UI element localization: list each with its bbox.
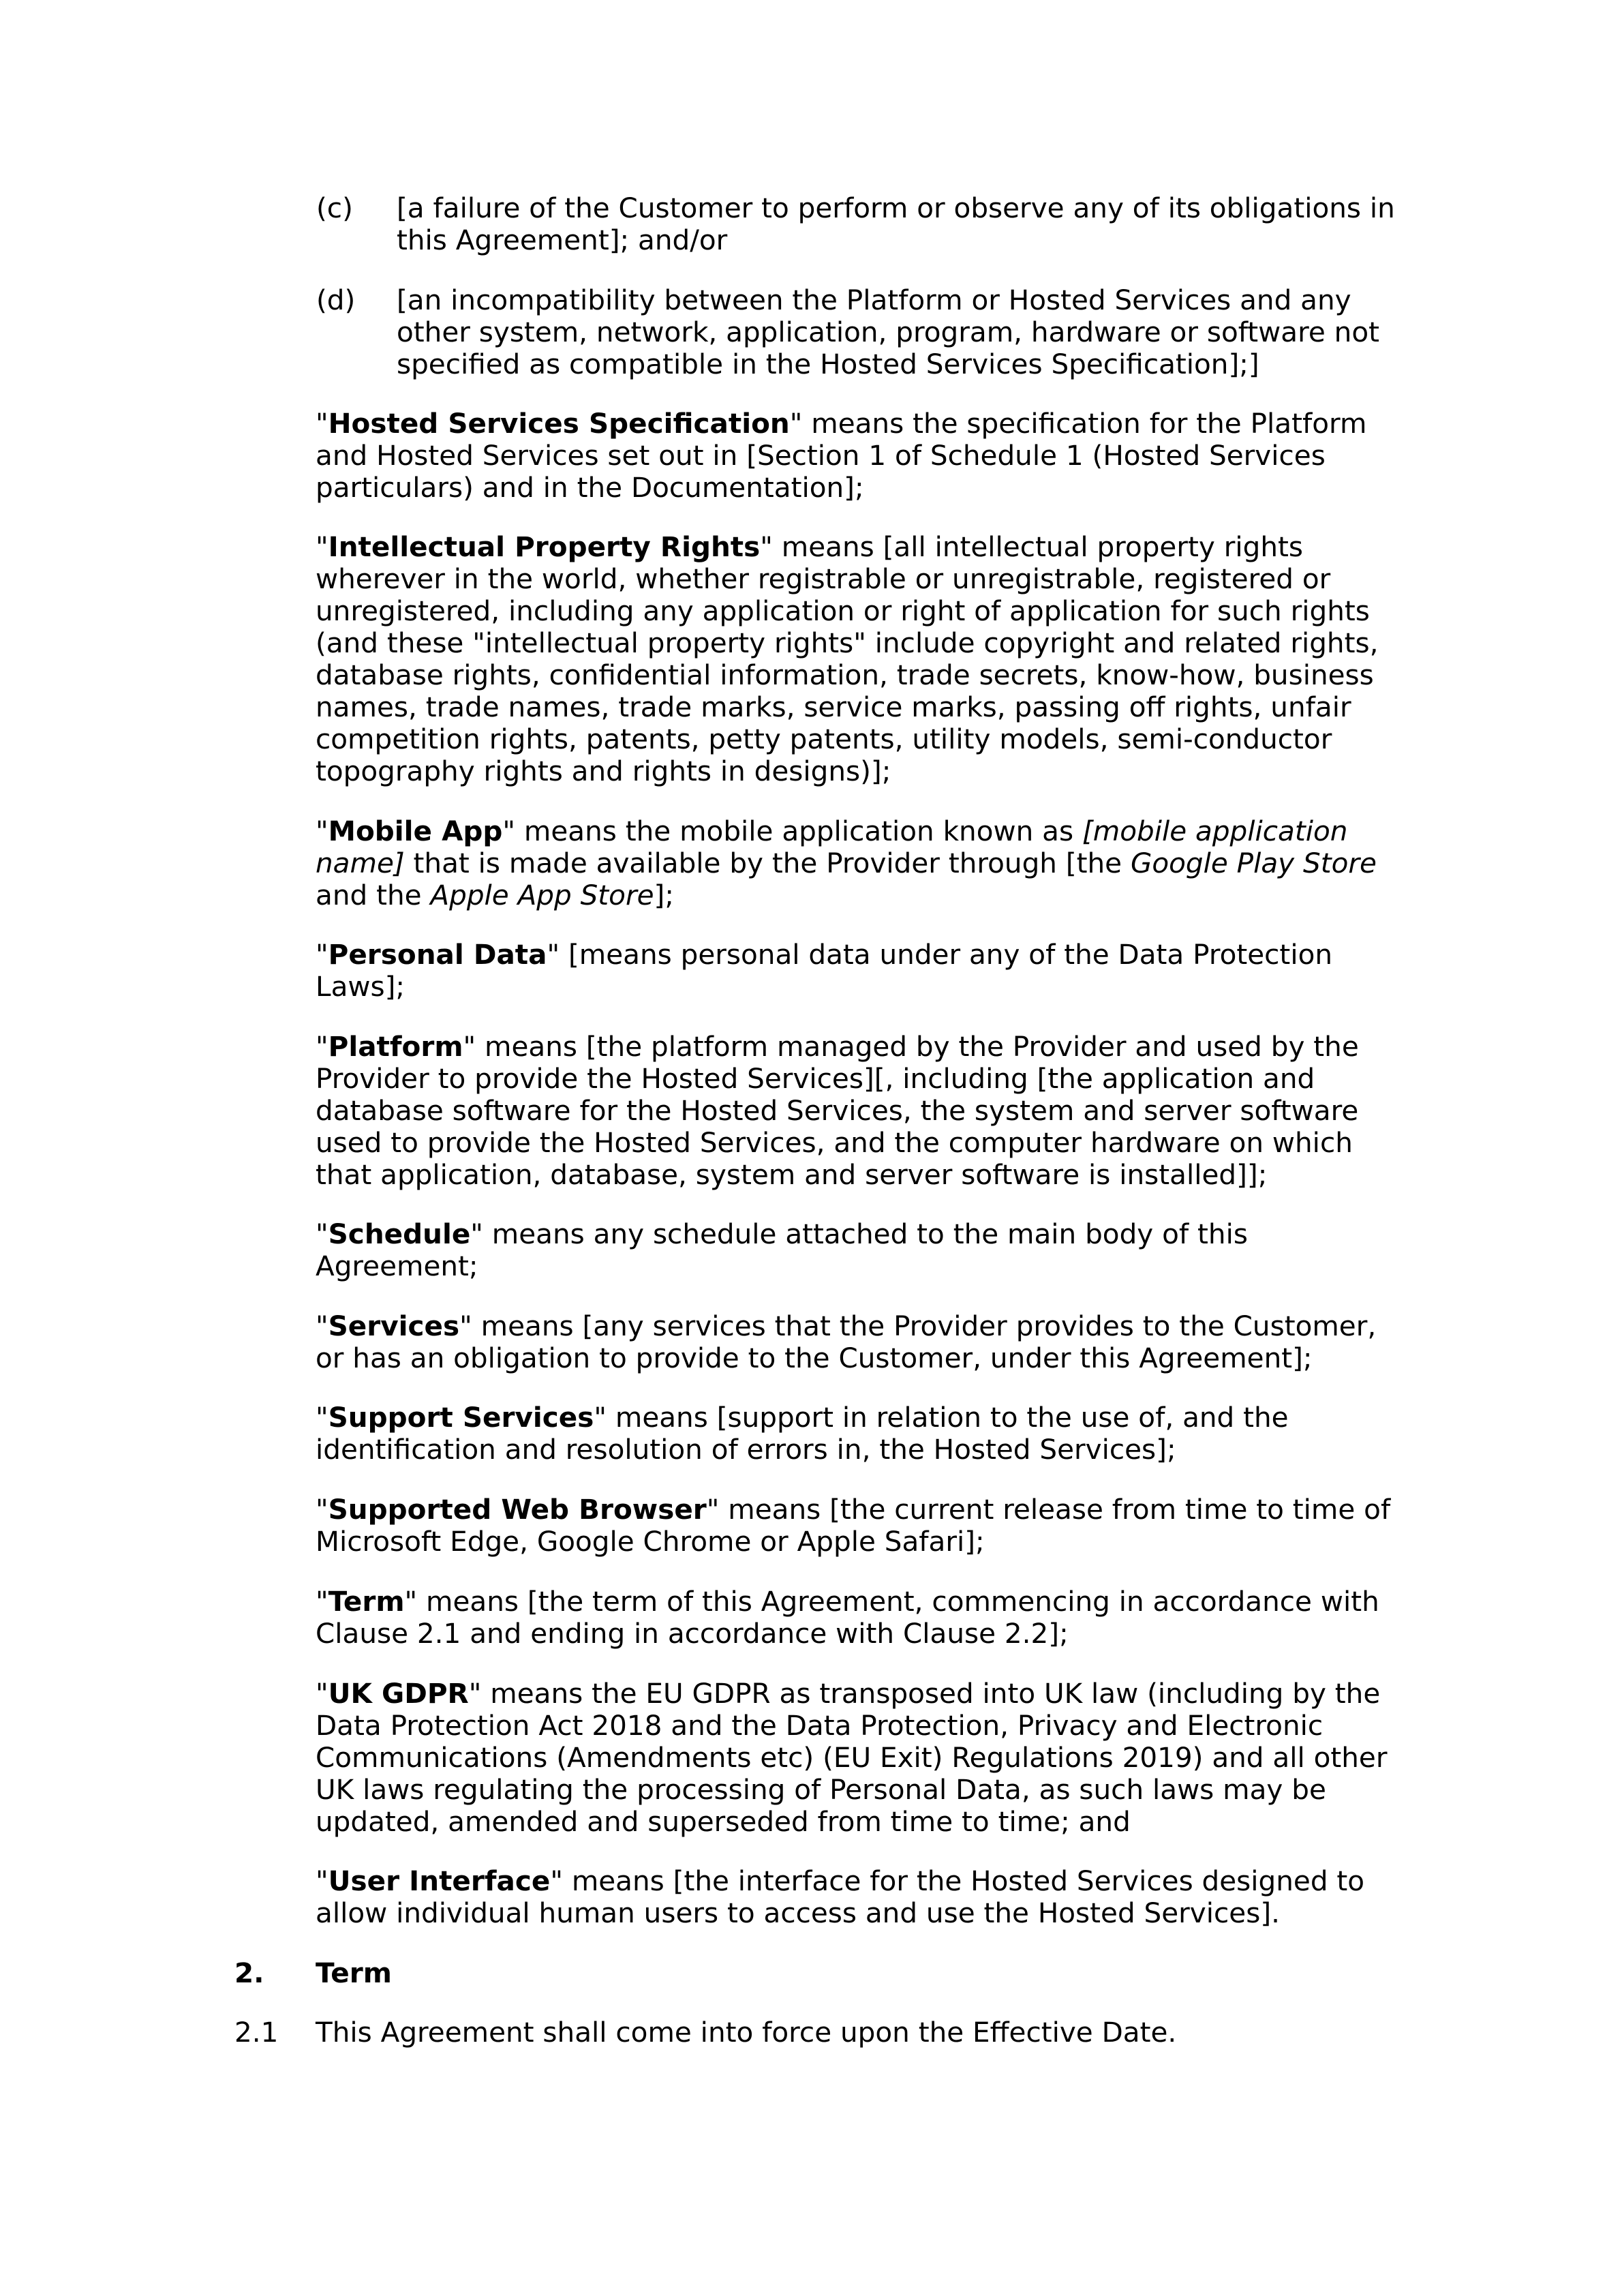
defined-term: Personal Data: [328, 938, 547, 971]
defined-term: Intellectual Property Rights: [328, 530, 761, 563]
clause-number: 2.1: [234, 2016, 279, 2049]
definition-uk-gdpr: "UK GDPR" means the EU GDPR as transposed into UK law (including by the Data Protection Act 2018 and the Data Protection, Privacy and Electronic Communications (Amendments etc) (EU Exit) Regulations 2019) and all other UK laws regulating the processing of Personal Data, as such laws may be updated, amended and superseded from time to time; and: [316, 1677, 1388, 1838]
definition-platform: "Platform" means [the platform managed by the Provider and used by the Provider to provide the Hosted Services][, including [the application and database software for the Hosted Services, the system and server software used to provide the Hosted Services, and the computer hardware on which that application, database, system and server software is installed]];: [316, 1030, 1359, 1191]
definition-italic-text: [mobile application name]: [316, 815, 1348, 879]
definition-user-interface: "User Interface" means [the interface for the Hosted Services designed to allow individual human users to access and use the Hosted Services].: [316, 1864, 1365, 1929]
clause-text: This Agreement shall come into force upon the Effective Date.: [316, 2016, 1177, 2049]
definition-text: " [means personal data under any of the Data Protection Laws];: [316, 938, 1333, 1003]
list-item-text: [an incompatibility between the Platform or Hosted Services and any other system, network, application, program, hardware or software not specified as compatible in the Hosted Services Specification];]: [397, 284, 1379, 380]
definition-services: "Services" means [any services that the Provider provides to the Customer, or has an obligation to provide to the Customer, under this Agreement];: [316, 1310, 1377, 1374]
definition-hosted-services-specification: "Hosted Services Specification" means the specification for the Platform and Hosted Services set out in [Section 1 of Schedule 1 (Hosted Services particulars) and in the Documentation];: [316, 407, 1367, 504]
list-item-d: [316, 284, 1398, 380]
definition-text: " means [any services that the Provider provides to the Customer, or has an obligation to provide to the Customer, under this Agreement];: [316, 1310, 1377, 1374]
defined-term: Support Services: [328, 1401, 594, 1434]
definition-text: " means [support in relation to the use of, and the identification and resolution of errors in, the Hosted Services];: [316, 1401, 1289, 1466]
definition-text: that is made available by the Provider through [the: [404, 847, 1131, 879]
section-number: 2.: [234, 1957, 264, 1989]
definition-schedule: "Schedule" means any schedule attached to the main body of this Agreement;: [316, 1218, 1248, 1282]
defined-term: User Interface: [328, 1864, 551, 1897]
section-heading: [234, 1957, 1393, 1989]
defined-term: Mobile App: [328, 815, 503, 847]
definition-text: " means any schedule attached to the main body of this Agreement;: [316, 1218, 1248, 1282]
defined-term: Platform: [328, 1030, 463, 1063]
definition-text: ];: [654, 879, 674, 911]
defined-term: Hosted Services Specification: [328, 407, 790, 440]
definition-italic-text: Apple App Store: [430, 879, 654, 911]
definition-supported-web-browser: "Supported Web Browser" means [the current release from time to time of Microsoft Edge, Google Chrome or Apple Safari];: [316, 1493, 1391, 1558]
definition-support-services: "Support Services" means [support in relation to the use of, and the identification and resolution of errors in, the Hosted Services];: [316, 1401, 1289, 1466]
definition-text: " means [the platform managed by the Provider and used by the Provider to provide the Hosted Services][, including [the application and database software for the Hosted Services, the system and server software used to provide the Hosted Services, and the computer hardware on which that application, database, system and server software is installed]];: [316, 1030, 1359, 1191]
definition-term: "Term" means [the term of this Agreement, commencing in accordance with Clause 2.1 and ending in accordance with Clause 2.2];: [316, 1585, 1379, 1650]
definition-text: " means the EU GDPR as transposed into UK law (including by the Data Protection Act 2018 and the Data Protection, Privacy and Electronic Communications (Amendments etc) (EU Exit) Regulations 2019) and all other UK laws regulating the processing of Personal Data, as such laws may be updated, amended and superseded from time to time; and: [316, 1677, 1388, 1838]
definition-text: " means the mobile application known as: [502, 815, 1082, 847]
definition-text: " means [the current release from time to time of Microsoft Edge, Google Chrome or Apple Safari];: [316, 1493, 1391, 1558]
defined-term: Term: [328, 1585, 405, 1618]
defined-term: Services: [328, 1310, 460, 1342]
section-title: Term: [316, 1957, 392, 1989]
definition-mobile-app: "Mobile App" means the mobile application known as [mobile application name] that is made available by the Provider through [the Google Play Store and the Apple App Store];: [316, 815, 1377, 911]
definition-text: " means the specification for the Platform and Hosted Services set out in [Section 1 of Schedule 1 (Hosted Services particulars) and in the Documentation];: [316, 407, 1367, 504]
defined-term: Supported Web Browser: [328, 1493, 707, 1526]
list-item-c: [316, 192, 1398, 256]
list-marker: (c): [316, 192, 353, 224]
definition-text: and the: [316, 879, 431, 911]
definition-personal-data: "Personal Data" [means personal data under any of the Data Protection Laws];: [316, 938, 1333, 1003]
definition-text: " means [the term of this Agreement, commencing in accordance with Clause 2.1 and ending in accordance with Clause 2.2];: [316, 1585, 1379, 1650]
list-marker: (d): [316, 284, 356, 316]
definition-text: " means [all intellectual property rights wherever in the world, whether registrable or unregistrable, registered or unregistered, including any application or right of application for such rights (and these "intellectual property rights" include copyright and related rights, database rights, confidential information, trade secrets, know-how, business names, trade names, trade marks, service marks, passing off rights, unfair competition rights, patents, petty patents, utility models, semi-conductor topography rights and rights in designs)];: [316, 530, 1379, 787]
defined-term: UK GDPR: [328, 1677, 469, 1710]
defined-term: Schedule: [328, 1218, 471, 1250]
definition-text: " means [the interface for the Hosted Services designed to allow individual human users to access and use the Hosted Services].: [316, 1864, 1365, 1929]
list-item-text: [a failure of the Customer to perform or observe any of its obligations in this Agreement]; and/or: [397, 192, 1395, 256]
definition-italic-text: Google Play Store: [1130, 847, 1377, 879]
clause-2-1: [234, 2016, 1393, 2049]
definition-intellectual-property-rights: "Intellectual Property Rights" means [all intellectual property rights wherever in the world, whether registrable or unregistrable, registered or unregistered, including any application or right of application for such rights (and these "intellectual property rights" include copyright and related rights, database rights, confidential information, trade secrets, know-how, business names, trade names, trade marks, service marks, passing off rights, unfair competition rights, patents, petty patents, utility models, semi-conductor topography rights and rights in designs)];: [316, 530, 1379, 787]
